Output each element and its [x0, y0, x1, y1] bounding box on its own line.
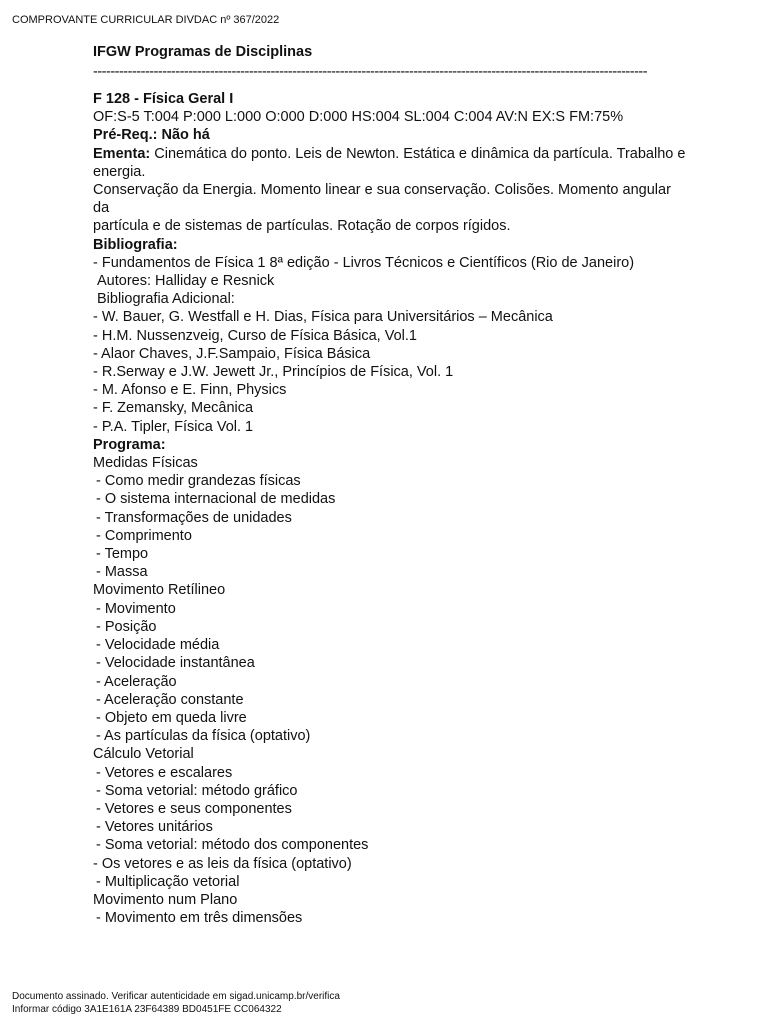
- programa-item: - Soma vetorial: método dos componentes: [96, 837, 369, 854]
- programa-item: - Tempo: [96, 546, 149, 563]
- programa-heading: Programa:: [93, 436, 166, 453]
- programa-item: - O sistema internacional de medidas: [96, 491, 336, 508]
- footer-verification-text: Documento assinado. Verificar autenticidade em sigad.unicamp.br/verifica: [12, 991, 340, 1002]
- programa-list: [93, 454, 693, 927]
- programa-section-heading: Movimento num Plano: [93, 891, 238, 908]
- programa-item: - Como medir grandezas físicas: [96, 473, 301, 490]
- ementa-line: Conservação da Energia. Momento linear e sua conservação. Colisões. Momento angular: [93, 182, 671, 199]
- ementa-line: [93, 145, 693, 163]
- programa-section-heading: Cálculo Vetorial: [93, 746, 194, 763]
- programa-item: - Aceleração constante: [96, 691, 244, 708]
- programa-item: - Posição: [96, 618, 157, 635]
- programa-item: - Vetores unitários: [96, 819, 213, 836]
- ementa-text: Cinemática do ponto. Leis de Newton. Estática e dinâmica da partícula. Trabalho e: [150, 145, 686, 162]
- document-body: [93, 42, 693, 927]
- programa-item: - Vetores e seus componentes: [96, 800, 292, 817]
- programa-item: - Multiplicação vetorial: [96, 873, 240, 890]
- ementa-label: Ementa:: [93, 145, 151, 162]
- bibliografia-item: - H.M. Nussenzveig, Curso de Física Básica, Vol.1: [93, 327, 417, 344]
- bibliografia-heading: Bibliografia:: [93, 236, 178, 253]
- programa-item: - As partículas da física (optativo): [96, 728, 311, 745]
- programa-item: - Objeto em queda livre: [96, 709, 247, 726]
- ementa-line: da: [93, 200, 110, 217]
- footer-verification-code: Informar código 3A1E161A 23F64389 BD0451FE CC064322: [12, 1003, 282, 1015]
- document-stamp-header: COMPROVANTE CURRICULAR DIVDAC nº 367/2022: [12, 14, 280, 26]
- page-title: IFGW Programas de Disciplinas: [93, 44, 313, 60]
- programa-item: - Vetores e escalares: [96, 764, 233, 781]
- programa-item: - Movimento em três dimensões: [96, 910, 303, 927]
- ementa-line: partícula e de sistemas de partículas. Rotação de corpos rígidos.: [93, 218, 511, 235]
- bibliografia-item: - M. Afonso e E. Finn, Physics: [93, 382, 287, 399]
- programa-section-heading: Movimento Retílineo: [93, 582, 226, 599]
- bibliografia-item: - P.A. Tipler, Física Vol. 1: [93, 418, 254, 435]
- programa-item: - Movimento: [96, 600, 176, 617]
- bibliografia-adicional-list: [93, 308, 693, 435]
- divider-line: --------------------------------------------------------------------------------------------------------------------------------: [93, 64, 648, 80]
- course-codes: OF:S-5 T:004 P:000 L:000 O:000 D:000 HS:004 SL:004 C:004 AV:N EX:S FM:75%: [93, 109, 624, 126]
- programa-item: - Velocidade média: [96, 637, 220, 654]
- bibliografia-main: - Fundamentos de Física 1 8ª edição - Livros Técnicos e Científicos (Rio de Janeiro): [93, 254, 635, 271]
- bibliografia-authors: Autores: Halliday e Resnick: [97, 273, 275, 290]
- programa-item: - Aceleração: [96, 673, 177, 690]
- programa-item: - Transformações de unidades: [96, 509, 292, 526]
- programa-item: - Velocidade instantânea: [96, 655, 255, 672]
- programa-item: - Soma vetorial: método gráfico: [96, 782, 298, 799]
- bibliografia-item: - Alaor Chaves, J.F.Sampaio, Física Básica: [93, 345, 371, 362]
- bibliografia-item: - R.Serway e J.W. Jewett Jr., Princípios de Física, Vol. 1: [93, 364, 454, 381]
- prerequisites: Pré-Req.: Não há: [93, 127, 210, 144]
- bibliografia-item: - F. Zemansky, Mecânica: [93, 400, 254, 417]
- signature-footer: [12, 991, 340, 1016]
- programa-item: - Massa: [96, 564, 148, 581]
- course-title: F 128 - Física Geral I: [93, 91, 234, 107]
- programa-section-heading: Medidas Físicas: [93, 455, 198, 472]
- ementa-line: energia.: [93, 163, 146, 180]
- bibliografia-item: - W. Bauer, G. Westfall e H. Dias, Física para Universitários – Mecânica: [93, 309, 553, 326]
- bibliografia-adicional-heading: Bibliografia Adicional:: [97, 291, 235, 308]
- programa-item: - Os vetores e as leis da física (optativo): [93, 855, 352, 872]
- programa-item: - Comprimento: [96, 527, 192, 544]
